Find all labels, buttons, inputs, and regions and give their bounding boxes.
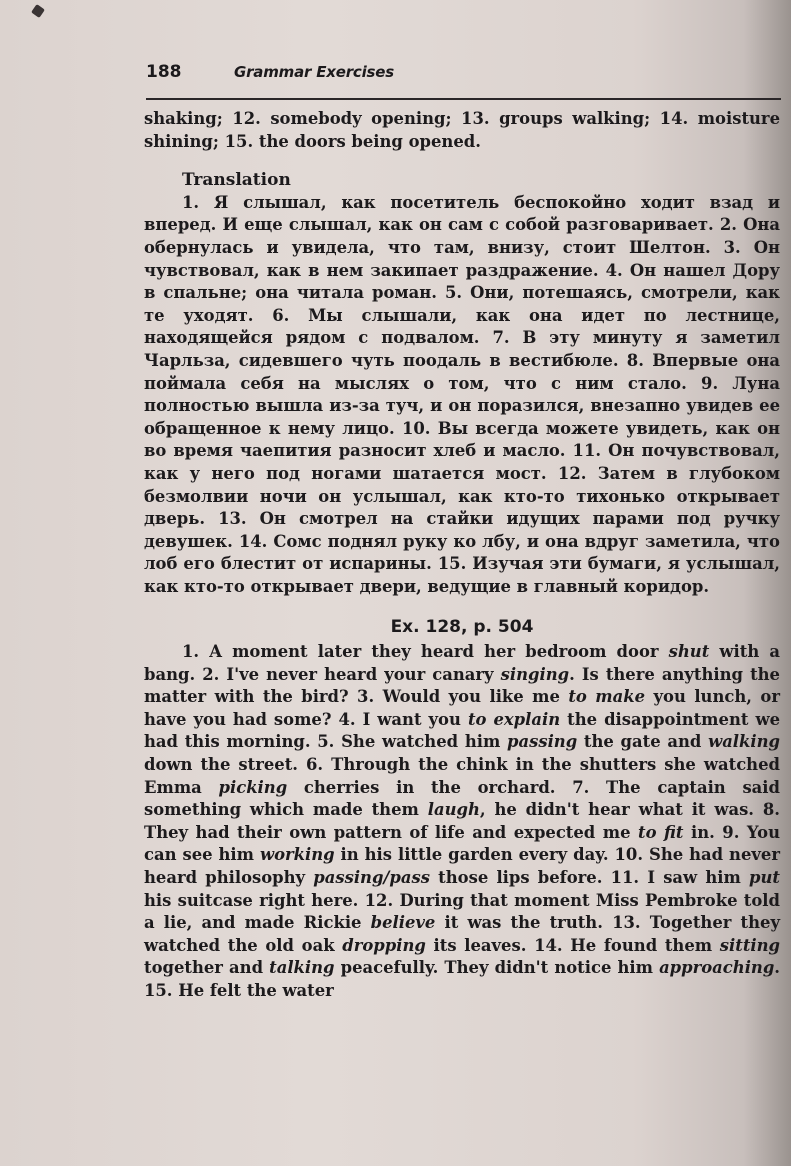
text-run: you lunch, or have you had some? 4. I want you [144, 687, 780, 729]
exercise-paragraph [144, 641, 780, 1003]
exercise-heading: Ex. 128, p. 504 [390, 617, 534, 638]
emphasized-verb: singing [500, 664, 570, 684]
scan-speck [31, 4, 45, 18]
text-run: 1. A moment later they heard her bedroom door [182, 642, 669, 662]
emphasized-verb: to make [568, 687, 646, 707]
text-run: peacefully. They didn't notice him [334, 958, 660, 978]
emphasized-verb: approaching [659, 958, 775, 978]
text-run: down the street. 6. Through the chink in the shutters she watched Emma [144, 755, 780, 797]
text-run: the gate and [577, 732, 709, 752]
text-run: those lips before. 11. I saw him [429, 868, 750, 887]
emphasized-verb: working [259, 845, 335, 865]
text-run: in his little garden every day. 10. She had never heard philosophy [144, 845, 780, 887]
translation-heading: Translation [182, 170, 291, 191]
text-run: . Is there anything the matter with the bird? 3. Would you like me [144, 664, 780, 707]
page-body [144, 108, 780, 1003]
emphasized-verb: laugh [427, 800, 480, 820]
emphasized-verb: dropping [342, 935, 426, 955]
text-run: it was the truth. 13. Together they watched the old oak [144, 913, 780, 955]
intro-paragraph: shaking; 12. somebody opening; 13. groups walking; 14. moisture shining; 15. the doors being opened. [144, 109, 780, 151]
text-run: , he didn't hear what it was. 8. They had their own pattern of life and expected me [144, 800, 780, 842]
page-header [146, 58, 781, 100]
text-run: together and [144, 958, 270, 978]
emphasized-verb: believe [370, 913, 436, 933]
text-run: cherries in the orchard. 7. The captain said something which made them [144, 777, 780, 820]
emphasized-verb: talking [269, 958, 335, 978]
emphasized-verb: passing/pass [313, 868, 430, 887]
translation-paragraph: 1. Я слышал, как посетитель беспокойно ходит взад и вперед. И еще слышал, как он сам с собой разговаривает. 2. Она обернулась и увидела, что там, внизу, стоит Шелтон. 3. Он чувствовал, как в нем закипает раздражение. 4. Он нашел Дору в спальне; она читала роман. 5. Они, потешаясь, смотрели, как те уходят. 6. Мы слышали, как она идет по лестнице, находящейся рядом с подвалом. 7. В эту минуту я заметил Чарльза, сидевшего чуть поодаль в вестибюле. 8. Впервые она поймала себя на мыслях о том, что с ним стало. 9. Луна полностью вышла из-за туч, и он поразился, внезапно увидев ее обращенное к нему лицо. 10. Вы всегда можете увидеть, как он во время чаепития разносит хлеб и масло. 11. Он почувствовал, как у него под ногами шатается мост. 12. Затем в глубоком безмолвии ночи он услышал, как кто-то тихонько открывает дверь. 13. Он смотрел на стайки идущих парами под ручку девушек. 14. Сомс поднял руку ко лбу, и она вдруг заметила, что лоб его блестит от испарины. 15. Изучая эти бумаги, я услышал, как кто-то открывает двери, ведущие в главный коридор. [144, 192, 780, 596]
emphasized-verb: picking [218, 777, 288, 797]
text-run: its leaves. 14. He found them [425, 935, 720, 955]
text-run: his suitcase right here. 12. During that moment Miss Pembroke told a lie, and made Rickie [144, 890, 780, 933]
text-run: in. 9. You can see him [144, 822, 781, 865]
text-run: the disappointment we had this morning. 5. She watched him [144, 709, 781, 752]
emphasized-verb: sitting [719, 935, 780, 955]
text-run: . 15. He felt the water [144, 958, 781, 1000]
emphasized-verb: put [749, 868, 780, 887]
emphasized-verb: passing [507, 732, 578, 752]
page-number: 188 [146, 62, 182, 82]
running-title: Grammar Exercises [234, 63, 394, 81]
emphasized-verb: to fit [638, 822, 684, 842]
emphasized-verb: shut [668, 642, 710, 662]
text-run: with a bang. 2. I've never heard your canary [144, 642, 781, 684]
emphasized-verb: to explain [467, 709, 561, 729]
emphasized-verb: walking [708, 732, 780, 752]
